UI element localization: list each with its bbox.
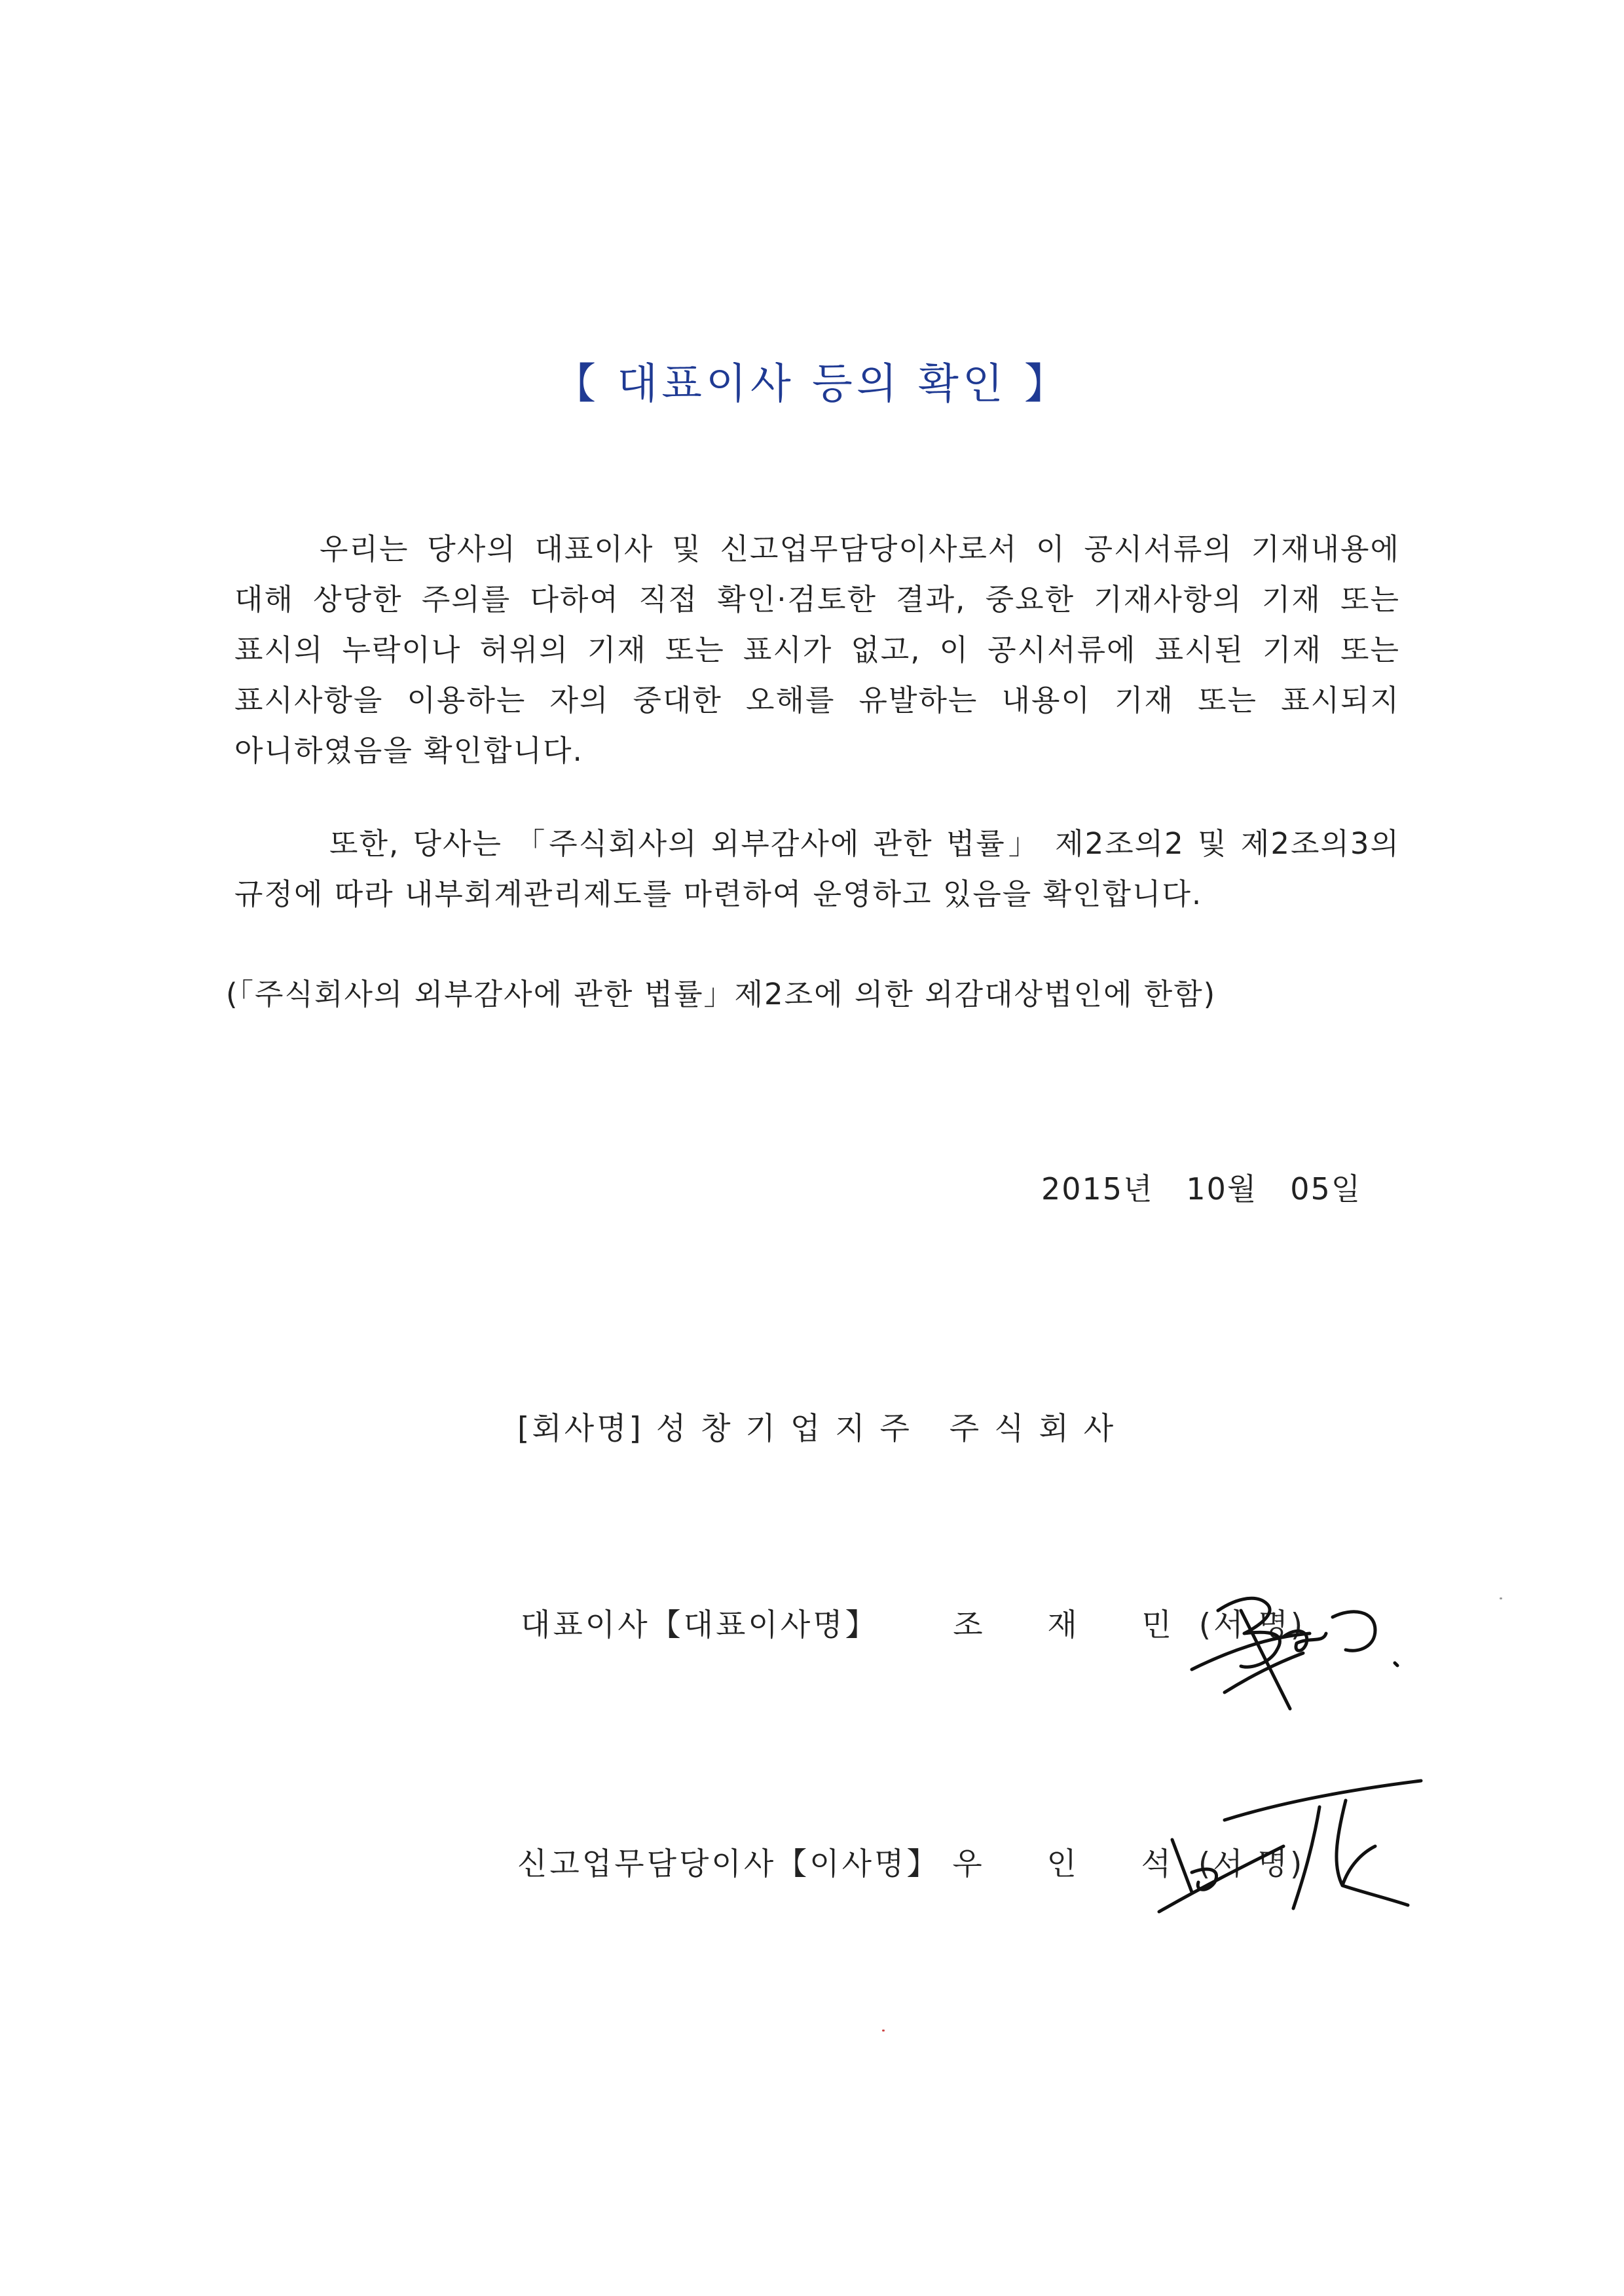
scan-speck [882,2030,885,2032]
internal-control-paragraph: 또한, 당사는 「주식회사의 외부감사에 관한 법률」 제2조의2 및 제2조의3의 규정에 따라 내부회계관리제도를 마련하여 운영하고 있음을 확인합니다. [234,826,1400,911]
company-line [517,1404,1116,1448]
ceo-seal-text: (서 명) [1198,1607,1306,1643]
document-title: 【 대표이사 등의 확인 】 [554,360,1070,409]
company-label: [회사명] [517,1411,644,1447]
officer-name: 우 인 석 [952,1846,1173,1882]
officer-role: 신고업무담당이사【이사명】 [517,1846,940,1882]
scan-speck [1500,1597,1502,1599]
document-date: 2015년 10월 05일 [1041,1171,1362,1207]
officer-handwritten-signature [1146,1768,1434,1938]
ceo-handwritten-signature [1179,1571,1428,1722]
ceo-role: 대표이사【대표이사명】 [521,1607,879,1643]
scope-note: (「주식회사의 외부감사에 관한 법률」제2조에 의한 외감대상법인에 한함) [226,977,1217,1011]
officer-seal-text: (서 명) [1198,1846,1305,1882]
confirmation-paragraph: 우리는 당사의 대표이사 및 신고업무담당이사로서 이 공시서류의 기재내용에 대해 상당한 주의를 다하여 직접 확인·검토한 결과, 중요한 기재사항의 기재 또는 표시의 누락이나 허위의 기재 또는 표시가 없고, 이 공시서류에 표시된 기재 또는 표시사항을 이용하는 자의 중대한 오해를 유발하는 내용이 기재 또는 표시되지 아니하였음을 확인합니다. [234,532,1400,768]
company-name: 성 창 기 업 지 주 주 식 회 사 [655,1411,1116,1447]
ceo-name: 조 재 민 [953,1607,1174,1643]
